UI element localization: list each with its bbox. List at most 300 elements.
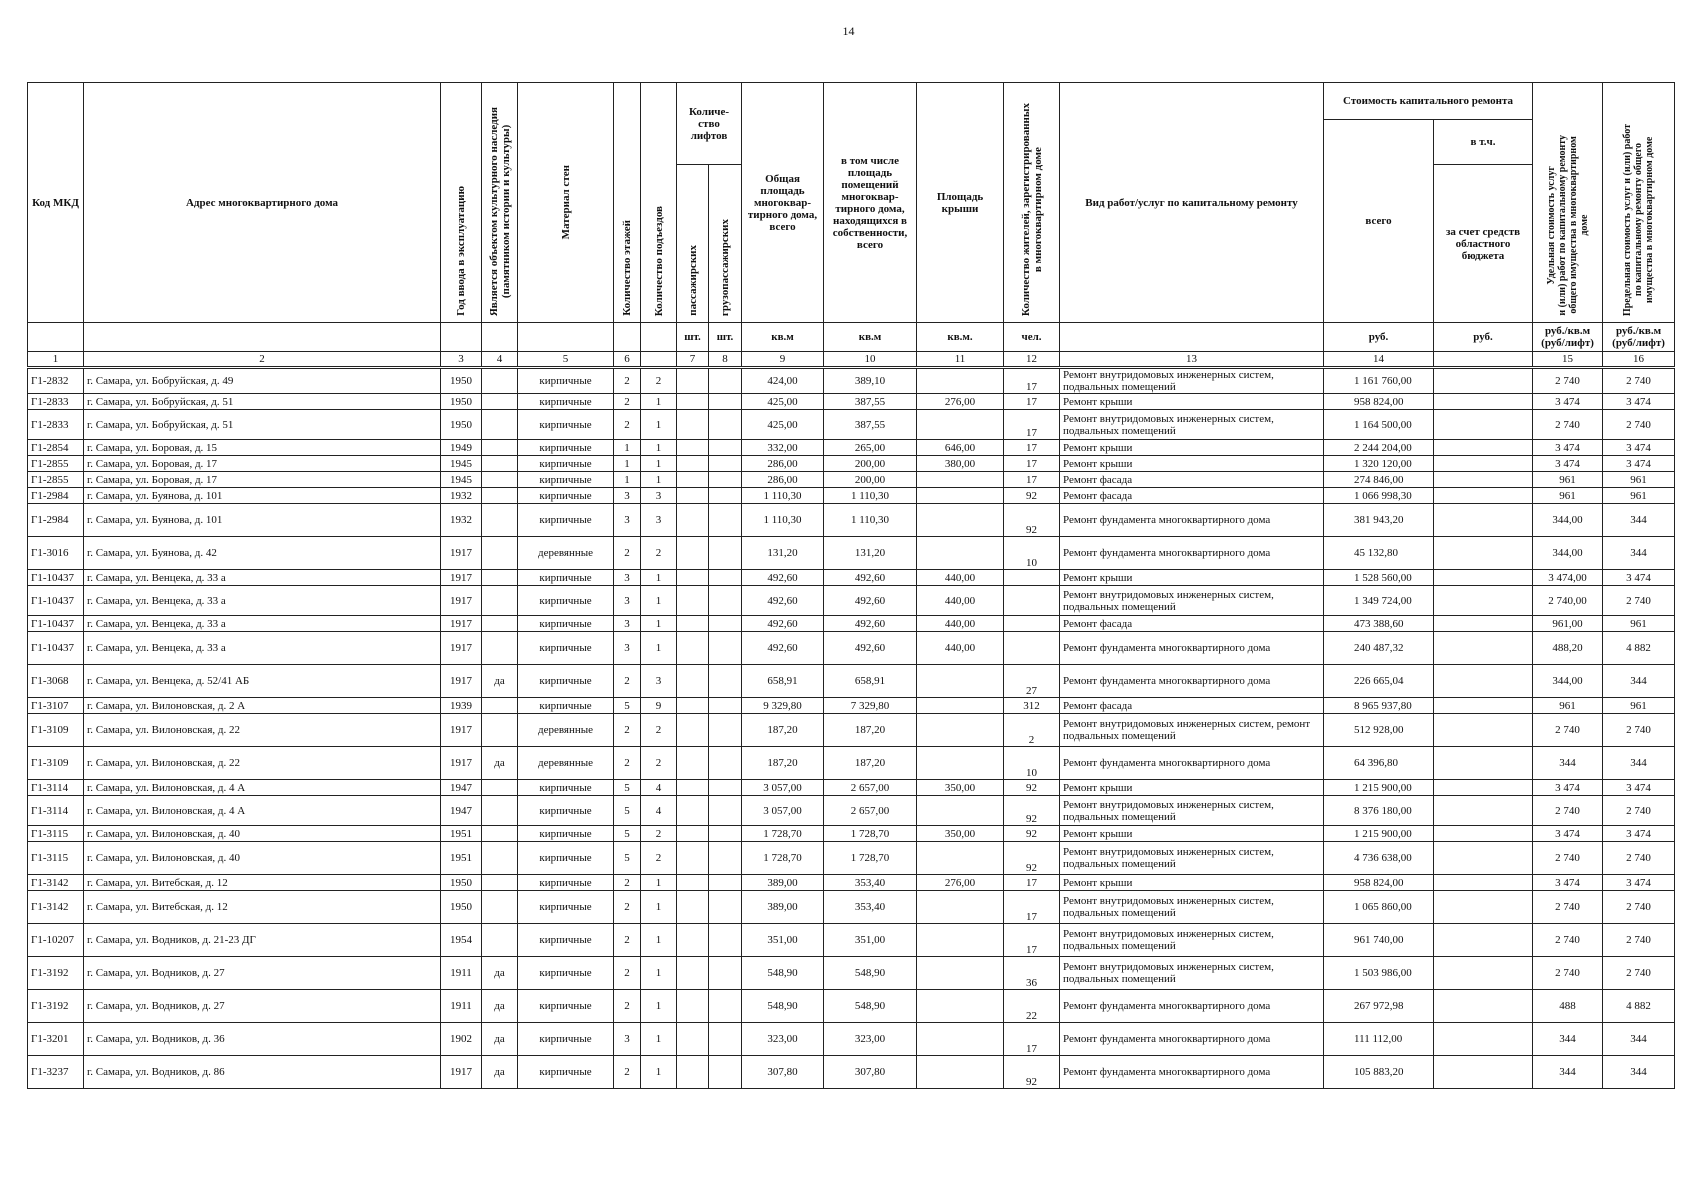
cell-address: г. Самара, ул. Вилоновская, д. 2 А bbox=[84, 698, 441, 714]
cell-work: Ремонт крыши bbox=[1060, 780, 1324, 796]
cell-pass bbox=[677, 472, 709, 488]
cell-work: Ремонт крыши bbox=[1060, 456, 1324, 472]
cell-regional bbox=[1434, 924, 1533, 957]
cell-roof bbox=[917, 796, 1004, 826]
colnum-12: 12 bbox=[1004, 352, 1060, 368]
cell-walls: кирпичные bbox=[518, 957, 614, 990]
cell-cost: 240 487,32 bbox=[1324, 632, 1434, 665]
table-row bbox=[28, 842, 1675, 875]
cell-cost: 1 164 500,00 bbox=[1324, 410, 1434, 440]
cell-residents: 92 bbox=[1004, 842, 1060, 875]
cell-code: Г1-3192 bbox=[28, 990, 84, 1023]
cell-cargo bbox=[709, 875, 742, 891]
cell-roof: 276,00 bbox=[917, 875, 1004, 891]
cell-regional bbox=[1434, 1056, 1533, 1089]
cell-limit: 4 882 bbox=[1603, 632, 1675, 665]
cell-roof: 380,00 bbox=[917, 456, 1004, 472]
cell-total-area: 187,20 bbox=[742, 714, 824, 747]
cell-entrances: 3 bbox=[641, 504, 677, 537]
header-entrances: Количество подъездов bbox=[641, 83, 677, 323]
cell-floors: 2 bbox=[614, 891, 641, 924]
cell-year: 1945 bbox=[441, 456, 482, 472]
cell-year: 1917 bbox=[441, 616, 482, 632]
cell-unit: 2 740 bbox=[1533, 957, 1603, 990]
cell-entrances: 4 bbox=[641, 796, 677, 826]
cell-cargo bbox=[709, 586, 742, 616]
table-row bbox=[28, 698, 1675, 714]
cell-work: Ремонт внутридомовых инженерных систем, ремонт подвальных помещений bbox=[1060, 714, 1324, 747]
header-cost-title: Стоимость капитального ремонта bbox=[1324, 83, 1533, 120]
cell-cargo bbox=[709, 410, 742, 440]
cell-pass bbox=[677, 796, 709, 826]
cell-total-area: 332,00 bbox=[742, 440, 824, 456]
cell-cost: 1 320 120,00 bbox=[1324, 456, 1434, 472]
cell-cargo bbox=[709, 796, 742, 826]
cell-residents: 17 bbox=[1004, 394, 1060, 410]
cell-roof: 440,00 bbox=[917, 616, 1004, 632]
cell-cargo bbox=[709, 990, 742, 1023]
cell-address: г. Самара, ул. Боровая, д. 17 bbox=[84, 472, 441, 488]
cell-limit: 3 474 bbox=[1603, 570, 1675, 586]
colnum-6: 6 bbox=[614, 352, 641, 368]
table-row bbox=[28, 586, 1675, 616]
cell-cost: 958 824,00 bbox=[1324, 394, 1434, 410]
cell-regional bbox=[1434, 714, 1533, 747]
cell-limit: 3 474 bbox=[1603, 826, 1675, 842]
cell-cargo bbox=[709, 394, 742, 410]
table-row bbox=[28, 472, 1675, 488]
cell-entrances: 1 bbox=[641, 586, 677, 616]
cell-heritage: да bbox=[482, 957, 518, 990]
unit-limit-cost: руб./кв.м (руб/лифт) bbox=[1603, 323, 1675, 352]
cell-unit: 344 bbox=[1533, 1056, 1603, 1089]
cell-entrances: 3 bbox=[641, 488, 677, 504]
cell-entrances: 2 bbox=[641, 826, 677, 842]
cell-work: Ремонт крыши bbox=[1060, 570, 1324, 586]
header-year: Год ввода в эксплуатацию bbox=[441, 83, 482, 323]
cell-roof: 646,00 bbox=[917, 440, 1004, 456]
cell-owned-area: 187,20 bbox=[824, 714, 917, 747]
cell-address: г. Самара, ул. Бобруйская, д. 51 bbox=[84, 394, 441, 410]
cell-residents: 17 bbox=[1004, 410, 1060, 440]
cell-work: Ремонт внутридомовых инженерных систем, подвальных помещений bbox=[1060, 796, 1324, 826]
cell-code: Г1-2854 bbox=[28, 440, 84, 456]
cell-pass bbox=[677, 616, 709, 632]
cell-entrances: 1 bbox=[641, 632, 677, 665]
cell-work: Ремонт фундамента многоквартирного дома bbox=[1060, 504, 1324, 537]
cell-cost: 512 928,00 bbox=[1324, 714, 1434, 747]
unit-total-area: кв.м bbox=[742, 323, 824, 352]
cell-unit: 3 474 bbox=[1533, 394, 1603, 410]
cell-work: Ремонт фундамента многоквартирного дома bbox=[1060, 632, 1324, 665]
cell-limit: 961 bbox=[1603, 616, 1675, 632]
cell-walls: кирпичные bbox=[518, 1023, 614, 1056]
cell-heritage bbox=[482, 875, 518, 891]
cell-regional bbox=[1434, 616, 1533, 632]
cell-owned-area: 2 657,00 bbox=[824, 796, 917, 826]
cell-pass bbox=[677, 456, 709, 472]
cell-roof bbox=[917, 665, 1004, 698]
cell-residents: 92 bbox=[1004, 780, 1060, 796]
cell-pass bbox=[677, 570, 709, 586]
cell-entrances: 1 bbox=[641, 1056, 677, 1089]
cell-unit: 961 bbox=[1533, 488, 1603, 504]
cell-pass bbox=[677, 586, 709, 616]
cell-limit: 344 bbox=[1603, 1056, 1675, 1089]
cell-work: Ремонт фундамента многоквартирного дома bbox=[1060, 747, 1324, 780]
cell-regional bbox=[1434, 796, 1533, 826]
cell-entrances: 2 bbox=[641, 747, 677, 780]
colnum-14: 14 bbox=[1324, 352, 1434, 368]
cell-entrances: 9 bbox=[641, 698, 677, 714]
cell-cost: 267 972,98 bbox=[1324, 990, 1434, 1023]
cell-regional bbox=[1434, 990, 1533, 1023]
cell-work: Ремонт внутридомовых инженерных систем, подвальных помещений bbox=[1060, 891, 1324, 924]
cell-roof: 276,00 bbox=[917, 394, 1004, 410]
cell-total-area: 1 110,30 bbox=[742, 504, 824, 537]
cell-cost: 2 244 204,00 bbox=[1324, 440, 1434, 456]
cell-heritage bbox=[482, 488, 518, 504]
cell-year: 1947 bbox=[441, 780, 482, 796]
cell-limit: 961 bbox=[1603, 488, 1675, 504]
cell-pass bbox=[677, 394, 709, 410]
cell-entrances: 2 bbox=[641, 714, 677, 747]
cell-heritage bbox=[482, 440, 518, 456]
cell-regional bbox=[1434, 410, 1533, 440]
cell-work: Ремонт фасада bbox=[1060, 472, 1324, 488]
cell-unit: 344,00 bbox=[1533, 665, 1603, 698]
cell-pass bbox=[677, 891, 709, 924]
cell-total-area: 323,00 bbox=[742, 1023, 824, 1056]
cell-unit: 2 740 bbox=[1533, 796, 1603, 826]
cell-regional bbox=[1434, 665, 1533, 698]
header-owned-area: в том числе площадь помещений многоквар-тирного дома, находящихся в собственности, всего bbox=[824, 83, 917, 323]
cell-year: 1950 bbox=[441, 891, 482, 924]
cell-regional bbox=[1434, 632, 1533, 665]
cell-entrances: 1 bbox=[641, 570, 677, 586]
cell-roof bbox=[917, 698, 1004, 714]
cell-cargo bbox=[709, 440, 742, 456]
cell-pass bbox=[677, 1023, 709, 1056]
cell-work: Ремонт фундамента многоквартирного дома bbox=[1060, 1056, 1324, 1089]
header-unit-cost: Удельная стоимость услуг и (или) работ по капитальному ремонту общего имущества в многоквартирном доме bbox=[1533, 83, 1603, 323]
cell-entrances: 1 bbox=[641, 875, 677, 891]
cell-address: г. Самара, ул. Водников, д. 21-23 ДГ bbox=[84, 924, 441, 957]
cell-year: 1932 bbox=[441, 504, 482, 537]
header-floors: Количество этажей bbox=[614, 83, 641, 323]
cell-heritage: да bbox=[482, 747, 518, 780]
cell-residents: 92 bbox=[1004, 1056, 1060, 1089]
table-row bbox=[28, 632, 1675, 665]
cell-cost: 1 349 724,00 bbox=[1324, 586, 1434, 616]
cell-pass bbox=[677, 747, 709, 780]
cell-floors: 2 bbox=[614, 537, 641, 570]
cell-floors: 1 bbox=[614, 440, 641, 456]
cell-residents: 92 bbox=[1004, 826, 1060, 842]
cell-roof: 440,00 bbox=[917, 586, 1004, 616]
cell-cargo bbox=[709, 488, 742, 504]
cell-roof bbox=[917, 488, 1004, 504]
cell-pass bbox=[677, 924, 709, 957]
cell-residents bbox=[1004, 616, 1060, 632]
table-row bbox=[28, 440, 1675, 456]
cell-unit: 3 474,00 bbox=[1533, 570, 1603, 586]
cell-cost: 961 740,00 bbox=[1324, 924, 1434, 957]
cell-code: Г1-3109 bbox=[28, 747, 84, 780]
colnum-13: 13 bbox=[1060, 352, 1324, 368]
header-limit-cost: Предельная стоимость услуг и (или) работ по капитальному ремонту общего имущества в многоквартирном доме bbox=[1603, 83, 1675, 323]
header-roof-area: Площадь крыши bbox=[917, 83, 1004, 323]
cell-year: 1947 bbox=[441, 796, 482, 826]
cell-regional bbox=[1434, 472, 1533, 488]
cell-walls: кирпичные bbox=[518, 632, 614, 665]
cell-pass bbox=[677, 957, 709, 990]
cell-work: Ремонт внутридомовых инженерных систем, подвальных помещений bbox=[1060, 586, 1324, 616]
cell-total-area: 1 110,30 bbox=[742, 488, 824, 504]
cell-cost: 274 846,00 bbox=[1324, 472, 1434, 488]
cell-floors: 2 bbox=[614, 924, 641, 957]
cell-owned-area: 492,60 bbox=[824, 616, 917, 632]
cell-cargo bbox=[709, 957, 742, 990]
cell-address: г. Самара, ул. Водников, д. 86 bbox=[84, 1056, 441, 1089]
cell-floors: 5 bbox=[614, 698, 641, 714]
cell-cargo bbox=[709, 842, 742, 875]
cell-year: 1917 bbox=[441, 586, 482, 616]
cell-total-area: 131,20 bbox=[742, 537, 824, 570]
cell-walls: кирпичные bbox=[518, 616, 614, 632]
cell-regional bbox=[1434, 586, 1533, 616]
cell-address: г. Самара, ул. Бобруйская, д. 51 bbox=[84, 410, 441, 440]
cell-walls: кирпичные bbox=[518, 586, 614, 616]
cell-heritage bbox=[482, 796, 518, 826]
cell-cost: 1 528 560,00 bbox=[1324, 570, 1434, 586]
cell-total-area: 389,00 bbox=[742, 891, 824, 924]
cell-total-area: 1 728,70 bbox=[742, 842, 824, 875]
cell-pass bbox=[677, 632, 709, 665]
cell-cost: 8 376 180,00 bbox=[1324, 796, 1434, 826]
cell-address: г. Самара, ул. Витебская, д. 12 bbox=[84, 891, 441, 924]
unit-residents: чел. bbox=[1004, 323, 1060, 352]
cell-owned-area: 1 728,70 bbox=[824, 842, 917, 875]
cell-roof bbox=[917, 368, 1004, 394]
cell-owned-area: 2 657,00 bbox=[824, 780, 917, 796]
cell-regional bbox=[1434, 440, 1533, 456]
cell-pass bbox=[677, 714, 709, 747]
cell-year: 1951 bbox=[441, 842, 482, 875]
cell-entrances: 2 bbox=[641, 368, 677, 394]
colnum-2: 2 bbox=[84, 352, 441, 368]
cell-address: г. Самара, ул. Водников, д. 27 bbox=[84, 990, 441, 1023]
table-body bbox=[28, 368, 1675, 1089]
cell-year: 1950 bbox=[441, 368, 482, 394]
cell-walls: кирпичные bbox=[518, 368, 614, 394]
cell-limit: 2 740 bbox=[1603, 410, 1675, 440]
cell-owned-area: 187,20 bbox=[824, 747, 917, 780]
cell-floors: 3 bbox=[614, 488, 641, 504]
cell-regional bbox=[1434, 747, 1533, 780]
cell-heritage: да bbox=[482, 990, 518, 1023]
cell-total-area: 492,60 bbox=[742, 616, 824, 632]
cell-unit: 2 740 bbox=[1533, 891, 1603, 924]
cell-cost: 1 503 986,00 bbox=[1324, 957, 1434, 990]
cell-heritage bbox=[482, 394, 518, 410]
cell-floors: 1 bbox=[614, 472, 641, 488]
cell-work: Ремонт фундамента многоквартирного дома bbox=[1060, 1023, 1324, 1056]
cell-roof bbox=[917, 472, 1004, 488]
cell-cargo bbox=[709, 1023, 742, 1056]
cell-walls: кирпичные bbox=[518, 440, 614, 456]
cell-total-area: 548,90 bbox=[742, 990, 824, 1023]
cell-unit: 3 474 bbox=[1533, 440, 1603, 456]
cell-cargo bbox=[709, 891, 742, 924]
cell-code: Г1-2984 bbox=[28, 488, 84, 504]
cell-floors: 5 bbox=[614, 780, 641, 796]
cell-total-area: 1 728,70 bbox=[742, 826, 824, 842]
cell-unit: 961 bbox=[1533, 698, 1603, 714]
cell-entrances: 1 bbox=[641, 394, 677, 410]
cell-heritage bbox=[482, 537, 518, 570]
cell-limit: 4 882 bbox=[1603, 990, 1675, 1023]
cell-year: 1917 bbox=[441, 714, 482, 747]
cell-work: Ремонт крыши bbox=[1060, 394, 1324, 410]
cell-total-area: 307,80 bbox=[742, 1056, 824, 1089]
cell-residents: 312 bbox=[1004, 698, 1060, 714]
cell-limit: 961 bbox=[1603, 698, 1675, 714]
cell-regional bbox=[1434, 504, 1533, 537]
table-row bbox=[28, 891, 1675, 924]
colnum-15: 15 bbox=[1533, 352, 1603, 368]
cell-limit: 3 474 bbox=[1603, 780, 1675, 796]
cell-residents: 17 bbox=[1004, 440, 1060, 456]
cell-year: 1949 bbox=[441, 440, 482, 456]
cell-total-area: 3 057,00 bbox=[742, 780, 824, 796]
cell-year: 1950 bbox=[441, 410, 482, 440]
cell-owned-area: 351,00 bbox=[824, 924, 917, 957]
cell-cost: 1 161 760,00 bbox=[1324, 368, 1434, 394]
cell-floors: 1 bbox=[614, 456, 641, 472]
cell-unit: 2 740 bbox=[1533, 410, 1603, 440]
table-row bbox=[28, 537, 1675, 570]
cell-regional bbox=[1434, 488, 1533, 504]
cell-work: Ремонт крыши bbox=[1060, 440, 1324, 456]
cell-limit: 344 bbox=[1603, 504, 1675, 537]
cell-total-area: 424,00 bbox=[742, 368, 824, 394]
unit-cost: руб. bbox=[1324, 323, 1434, 352]
cell-heritage bbox=[482, 714, 518, 747]
cell-regional bbox=[1434, 891, 1533, 924]
cell-roof bbox=[917, 1056, 1004, 1089]
cell-entrances: 2 bbox=[641, 537, 677, 570]
cell-code: Г1-2832 bbox=[28, 368, 84, 394]
cell-address: г. Самара, ул. Водников, д. 27 bbox=[84, 957, 441, 990]
cell-cost: 1 215 900,00 bbox=[1324, 826, 1434, 842]
header-work-type: Вид работ/услуг по капитальному ремонту bbox=[1060, 83, 1324, 323]
unit-owned-area: кв.м bbox=[824, 323, 917, 352]
cell-code: Г1-3114 bbox=[28, 780, 84, 796]
cell-entrances: 2 bbox=[641, 842, 677, 875]
colnum-7: 7 bbox=[677, 352, 709, 368]
table-row bbox=[28, 990, 1675, 1023]
cell-pass bbox=[677, 826, 709, 842]
cell-pass bbox=[677, 875, 709, 891]
cell-unit: 3 474 bbox=[1533, 875, 1603, 891]
table-row bbox=[28, 826, 1675, 842]
cell-entrances: 1 bbox=[641, 990, 677, 1023]
colnum-9: 9 bbox=[742, 352, 824, 368]
cell-entrances: 4 bbox=[641, 780, 677, 796]
cell-total-area: 492,60 bbox=[742, 632, 824, 665]
cell-residents: 92 bbox=[1004, 504, 1060, 537]
cell-residents: 17 bbox=[1004, 875, 1060, 891]
cell-residents: 10 bbox=[1004, 537, 1060, 570]
cell-entrances: 1 bbox=[641, 440, 677, 456]
cell-year: 1932 bbox=[441, 488, 482, 504]
cell-roof bbox=[917, 714, 1004, 747]
cell-residents: 17 bbox=[1004, 456, 1060, 472]
cell-heritage bbox=[482, 616, 518, 632]
cell-floors: 3 bbox=[614, 1023, 641, 1056]
capital-repair-table bbox=[27, 82, 1675, 1089]
cell-limit: 2 740 bbox=[1603, 957, 1675, 990]
cell-owned-area: 389,10 bbox=[824, 368, 917, 394]
cell-total-area: 286,00 bbox=[742, 456, 824, 472]
cell-limit: 344 bbox=[1603, 1023, 1675, 1056]
cell-regional bbox=[1434, 826, 1533, 842]
cell-entrances: 1 bbox=[641, 472, 677, 488]
cell-code: Г1-3068 bbox=[28, 665, 84, 698]
cell-regional bbox=[1434, 368, 1533, 394]
colnum-10: 10 bbox=[824, 352, 917, 368]
cell-owned-area: 658,91 bbox=[824, 665, 917, 698]
cell-entrances: 1 bbox=[641, 891, 677, 924]
cell-limit: 2 740 bbox=[1603, 924, 1675, 957]
cell-heritage bbox=[482, 570, 518, 586]
colnum-16: 16 bbox=[1603, 352, 1675, 368]
cell-work: Ремонт крыши bbox=[1060, 826, 1324, 842]
cell-entrances: 3 bbox=[641, 665, 677, 698]
cell-walls: кирпичные bbox=[518, 472, 614, 488]
cell-owned-area: 353,40 bbox=[824, 891, 917, 924]
cell-owned-area: 7 329,80 bbox=[824, 698, 917, 714]
cell-year: 1945 bbox=[441, 472, 482, 488]
unit-pass: шт. bbox=[677, 323, 709, 352]
cell-year: 1917 bbox=[441, 537, 482, 570]
cell-limit: 3 474 bbox=[1603, 440, 1675, 456]
cell-cost: 1 215 900,00 bbox=[1324, 780, 1434, 796]
cell-residents: 2 bbox=[1004, 714, 1060, 747]
header-regional: за счет средств областного бюджета bbox=[1434, 165, 1533, 323]
cell-walls: кирпичные bbox=[518, 410, 614, 440]
cell-unit: 344 bbox=[1533, 1023, 1603, 1056]
cell-address: г. Самара, ул. Буянова, д. 101 bbox=[84, 504, 441, 537]
cell-regional bbox=[1434, 537, 1533, 570]
cell-cost: 473 388,60 bbox=[1324, 616, 1434, 632]
cell-residents: 17 bbox=[1004, 924, 1060, 957]
cell-total-area: 425,00 bbox=[742, 410, 824, 440]
cell-limit: 3 474 bbox=[1603, 456, 1675, 472]
cell-cargo bbox=[709, 698, 742, 714]
cell-work: Ремонт фасада bbox=[1060, 616, 1324, 632]
header-cargo: грузопассажирских bbox=[709, 165, 742, 323]
cell-year: 1917 bbox=[441, 570, 482, 586]
cell-heritage bbox=[482, 632, 518, 665]
unit-regional: руб. bbox=[1434, 323, 1533, 352]
cell-floors: 2 bbox=[614, 1056, 641, 1089]
cell-cost: 105 883,20 bbox=[1324, 1056, 1434, 1089]
colnum-11: 11 bbox=[917, 352, 1004, 368]
table-row bbox=[28, 394, 1675, 410]
cell-work: Ремонт фасада bbox=[1060, 488, 1324, 504]
